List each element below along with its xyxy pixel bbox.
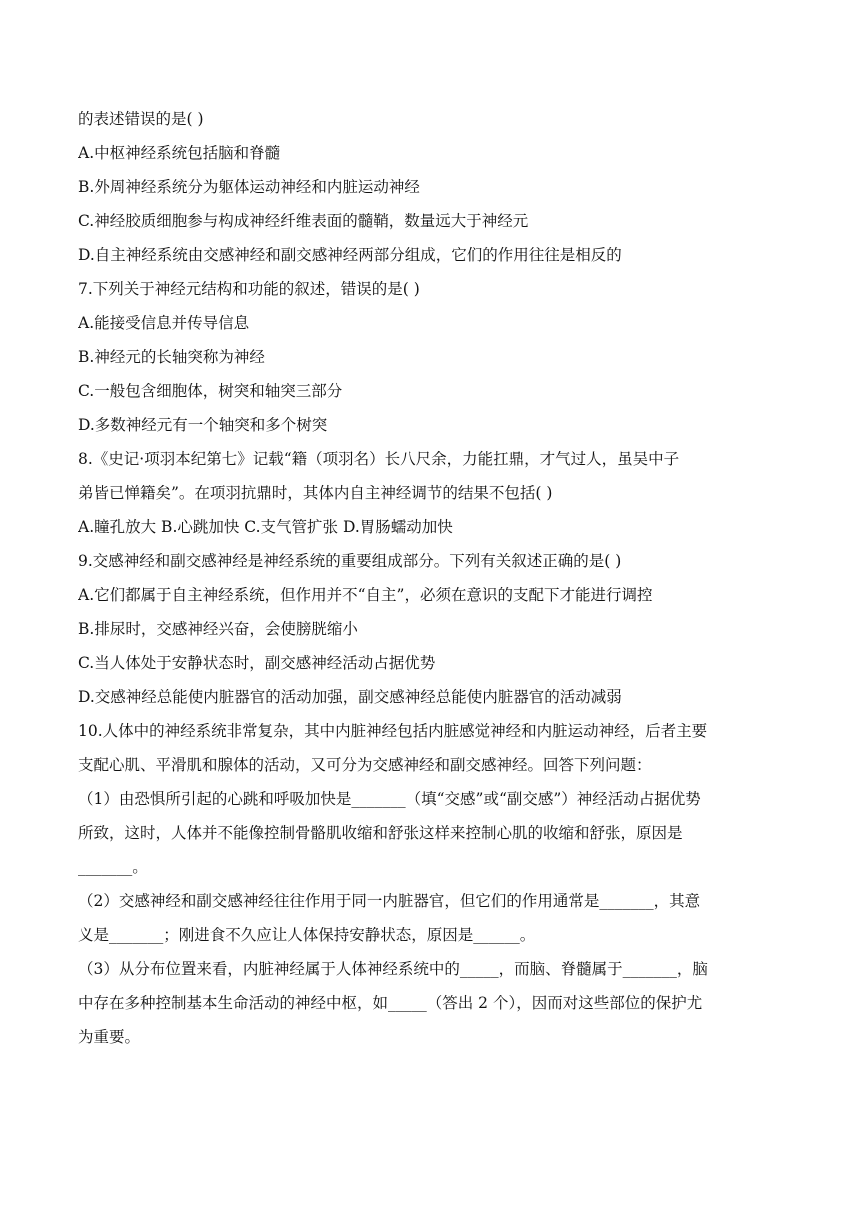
document-page (78, 102, 778, 1054)
q7-option-a: A.能接受信息并传导信息 (78, 314, 250, 332)
q7-option-c: C.一般包含细胞体，树突和轴突三部分 (78, 382, 343, 400)
q7-stem: 7.下列关于神经元结构和功能的叙述，错误的是( ) (78, 280, 420, 298)
q9-stem: 9.交感神经和副交感神经是神经系统的重要组成部分。下列有关叙述正确的是( ) (78, 552, 622, 570)
q10-part3-line-2: 中存在多种控制基本生命活动的神经中枢，如_____（答出 2 个），因而对这些部位的保护尤 (78, 994, 703, 1012)
q6-option-b: B.外周神经系统分为躯体运动神经和内脏运动神经 (78, 178, 420, 196)
q10-stem-line-1: 10.人体中的神经系统非常复杂，其中内脏神经包括内脏感觉神经和内脏运动神经，后者主要 (78, 722, 708, 740)
q7-option-d: D.多数神经元有一个轴突和多个树突 (78, 416, 328, 434)
q9-option-a: A.它们都属于自主神经系统，但作用并不“自主”，必须在意识的支配下才能进行调控 (78, 586, 653, 604)
q10-stem-line-2: 支配心肌、平滑肌和腺体的活动，又可分为交感神经和副交感神经。回答下列问题： (78, 756, 652, 774)
q7-option-b: B.神经元的长轴突称为神经 (78, 348, 265, 366)
q10-part1-line-2: 所致，这时，人体并不能像控制骨骼肌收缩和舒张这样来控制心肌的收缩和舒张，原因是 (78, 824, 683, 842)
q10-part3-line-1: （3）从分布位置来看，内脏神经属于人体神经系统中的_____，而脑、脊髓属于_______，脑 (78, 960, 708, 978)
q9-option-b: B.排尿时，交感神经兴奋，会使膀胱缩小 (78, 620, 358, 638)
q10-part2-line-2: 义是_______；刚进食不久应让人体保持安静状态，原因是______。 (78, 926, 536, 944)
q9-option-d: D.交感神经总能使内脏器官的活动加强，副交感神经总能使内脏器官的活动减弱 (78, 688, 622, 706)
q8-options: A.瞳孔放大 B.心跳加快 C.支气管扩张 D.胃肠蠕动加快 (78, 518, 453, 536)
q6-option-a: A.中枢神经系统包括脑和脊髓 (78, 144, 281, 162)
q10-part1-line-1: （1）由恐惧所引起的心跳和呼吸加快是_______（填“交感”或“副交感”）神经活动占据优势 (78, 790, 701, 808)
q8-stem-line-1: 8.《史记·项羽本纪第七》记载“籍（项羽名）长八尺余，力能扛鼎，才气过人，虽吴中子 (78, 450, 680, 468)
q8-stem-line-2: 弟皆已惮籍矣”。在项羽抗鼎时，其体内自主神经调节的结果不包括( ) (78, 484, 553, 502)
q10-part3-line-3: 为重要。 (78, 1028, 141, 1046)
q6-option-c: C.神经胶质细胞参与构成神经纤维表面的髓鞘，数量远大于神经元 (78, 212, 529, 230)
q9-option-c: C.当人体处于安静状态时，副交感神经活动占据优势 (78, 654, 436, 672)
q10-part2-line-1: （2）交感神经和副交感神经往往作用于同一内脏器官，但它们的作用通常是_______，其意 (78, 892, 701, 910)
q6-option-d: D.自主神经系统由交感神经和副交感神经两部分组成，它们的作用往往是相反的 (78, 246, 622, 264)
q10-part1-line-3: _______。 (78, 858, 148, 876)
q6-stem-continuation: 的表述错误的是( ) (78, 110, 204, 128)
